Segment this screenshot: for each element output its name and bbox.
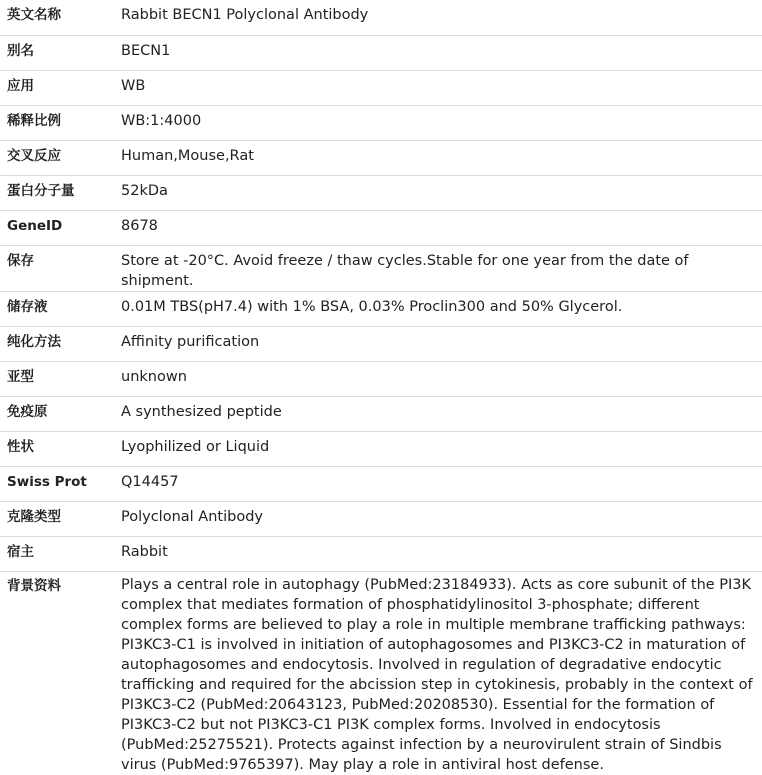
spec-label: 背景资料 [7, 577, 61, 594]
spec-value: 0.01M TBS(pH7.4) with 1% BSA, 0.03% Proclin300 and 50% Glycerol. [113, 291, 762, 326]
spec-label: 蛋白分子量 [0, 175, 113, 210]
spec-value: unknown [113, 361, 762, 396]
spec-value: A synthesized peptide [113, 396, 762, 431]
spec-row-storage [0, 245, 762, 291]
spec-row-purification [0, 326, 762, 361]
spec-row-immunogen [0, 396, 762, 431]
spec-label: 克隆类型 [0, 501, 113, 536]
spec-label: 免疫原 [0, 396, 113, 431]
spec-value: BECN1 [113, 35, 762, 70]
spec-row-gene-id [0, 210, 762, 245]
spec-row-buffer [0, 291, 762, 326]
spec-row-cross-reactivity [0, 140, 762, 175]
spec-label: Swiss Prot [0, 466, 113, 501]
spec-row-molecular-weight [0, 175, 762, 210]
spec-value: WB:1:4000 [113, 105, 762, 140]
spec-row-clonality [0, 501, 762, 536]
spec-label: GeneID [0, 210, 113, 245]
spec-value: 8678 [113, 210, 762, 245]
spec-value: WB [113, 70, 762, 105]
spec-row-form [0, 431, 762, 466]
spec-label: 宿主 [0, 536, 113, 571]
spec-row-isotype [0, 361, 762, 396]
spec-label: 保存 [0, 245, 113, 291]
spec-value: Polyclonal Antibody [113, 501, 762, 536]
spec-row-dilution [0, 105, 762, 140]
spec-label: 别名 [0, 35, 113, 70]
spec-label: 性状 [0, 431, 113, 466]
spec-value: 52kDa [113, 175, 762, 210]
spec-label: 稀释比例 [0, 105, 113, 140]
spec-value: Affinity purification [113, 326, 762, 361]
spec-row-host [0, 536, 762, 571]
spec-label: 亚型 [0, 361, 113, 396]
spec-value: Store at -20°C. Avoid freeze / thaw cycles.Stable for one year from the date of shipment. [113, 245, 762, 291]
spec-label: 交叉反应 [0, 140, 113, 175]
spec-label: 纯化方法 [0, 326, 113, 361]
spec-row-english-name [0, 0, 762, 35]
spec-value: Lyophilized or Liquid [113, 431, 762, 466]
spec-value: Rabbit [113, 536, 762, 571]
spec-value-background: Plays a central role in autophagy (PubMed:23184933). Acts as core subunit of the PI3K complex that mediates formation of phosphatidylinositol 3-phosphate; different complex forms are believed to play a role in multiple membrane trafficking pathways: PI3KC3-C1 is involved in initiation of autophagosomes and PI3KC3-C2 in maturation of autophagosomes and endocytosis. Involved in regulation of degradative endocytic trafficking and required for the abcission step in cytokinesis, probably in the context of PI3KC3-C2 (PubMed:20643123, PubMed:20208530). Essential for the formation of PI3KC3-C2 but not PI3KC3-C1 PI3K complex forms. Involved in endocytosis (PubMed:25275521). Protects against infection by a neurovirulent strain of Sindbis virus (PubMed:9765397). May play a role in antiviral host defense. [121, 576, 753, 773]
spec-label: 应用 [0, 70, 113, 105]
spec-row-background [0, 571, 762, 775]
spec-row-swiss-prot [0, 466, 762, 501]
spec-row-application [0, 70, 762, 105]
spec-row-alias [0, 35, 762, 70]
spec-value: Q14457 [113, 466, 762, 501]
spec-value: Human,Mouse,Rat [113, 140, 762, 175]
spec-value: Rabbit BECN1 Polyclonal Antibody [113, 0, 762, 35]
spec-label: 储存液 [0, 291, 113, 326]
spec-label: 英文名称 [0, 0, 113, 35]
